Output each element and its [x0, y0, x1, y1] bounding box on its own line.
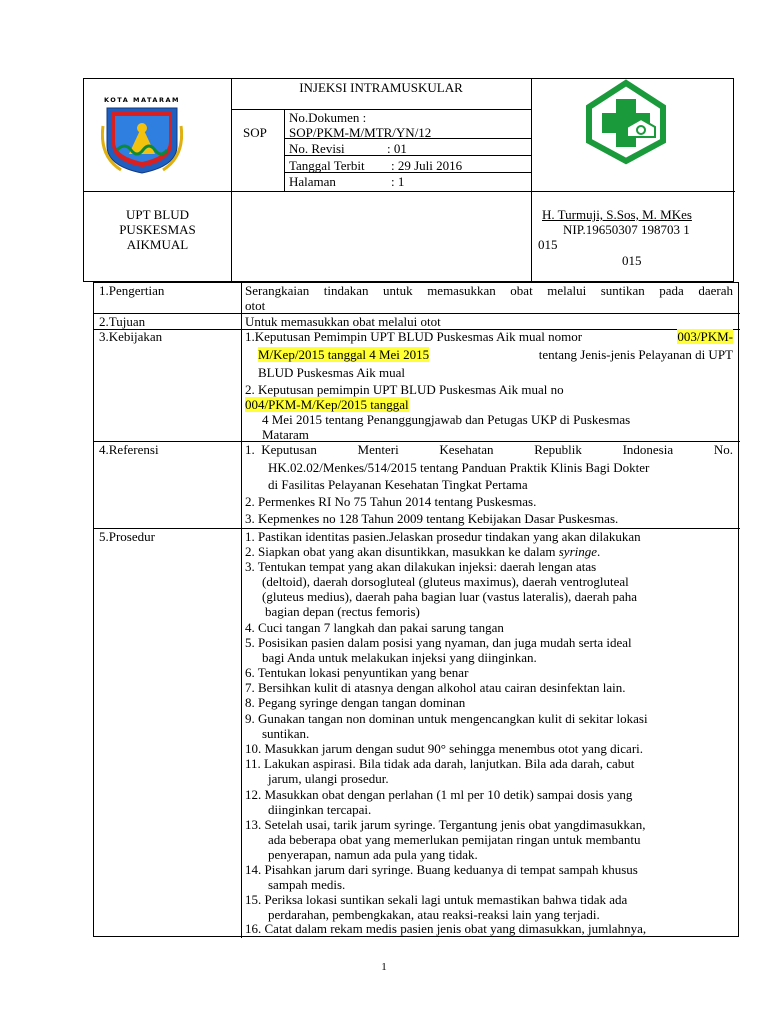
prosedur-line-1: 1. Pastikan identitas pasien.Jelaskan prosedur tindakan yang akan dilakukan: [245, 529, 641, 544]
kebijakan-policy-1-date: M/Kep/2015 tanggal 4 Mei 2015: [258, 347, 430, 362]
tanggal-terbit-value: : 29 Juli 2016: [391, 158, 463, 173]
prosedur-line-6: bagian depan (rectus femoris): [265, 604, 420, 619]
kebijakan-policy-1-text: 1.Keputusan Pemimpin UPT BLUD Puskesmas Aik mual nomor: [245, 329, 583, 344]
pengertian-line-2: otot: [245, 298, 266, 313]
halaman-value: : 1: [391, 174, 405, 189]
prosedur-line-14: suntikan.: [262, 726, 310, 741]
prosedur-line-5: (gluteus medius), daerah paha bagian luar (vastus lateralis), daerah paha: [262, 589, 638, 604]
prosedur-line-26: perdarahan, pembengkakan, atau reaksi-reaksi lain yang terjadi.: [268, 907, 600, 922]
section-label-tujuan: 2.Tujuan: [99, 314, 146, 329]
prosedur-line-25: 15. Periksa lokasi suntikan sekali lagi untuk memastikan bahwa tidak ada: [245, 892, 628, 907]
kebijakan-line-6: 4 Mei 2015 tentang Penanggungjawab dan Petugas UKP di Puskesmas: [262, 412, 631, 427]
kebijakan-line-4: 2. Keputusan pemimpin UPT BLUD Puskesmas Aik mual no: [245, 382, 564, 397]
prosedur-line-13: 9. Gunakan tangan non dominan untuk mengencangkan kulit di sekitar lokasi: [245, 711, 648, 726]
prosedur-line-24: sampah medis.: [268, 877, 346, 892]
prosedur-line-16: 11. Lakukan aspirasi. Bila tidak ada darah, lanjutkan. Bila ada darah, cabut: [245, 756, 635, 771]
prosedur-line-3: 3. Tentukan tempat yang akan dilakukan injeksi: daerah lengan atas: [245, 559, 597, 574]
page-number: 1: [381, 961, 387, 973]
kebijakan-line-7: Mataram: [262, 427, 309, 442]
logo-city-label: KOTA MATARAM: [104, 96, 180, 104]
puskesmas-logo: [583, 79, 669, 165]
prosedur-line-12: 8. Pegang syringe dengan tangan dominan: [245, 695, 466, 710]
no-revisi-value: : 01: [387, 141, 407, 156]
prosedur-line-10: 6. Tentukan lokasi penyuntikan yang benar: [245, 665, 469, 680]
referensi-line-2: HK.02.02/Menkes/514/2015 tentang Panduan Praktik Klinis Bagi Dokter: [268, 460, 650, 475]
referensi-line-3: di Fasilitas Pelayanan Kesehatan Tingkat Pertama: [268, 477, 528, 492]
puskesmas-cross-icon: [583, 79, 669, 165]
halaman-label: Halaman: [289, 174, 336, 189]
section-label-kebijakan: 3.Kebijakan: [99, 329, 163, 344]
pengertian-line-1: Serangkaian tindakan untuk memasukkan obat melalui suntikan pada daerah: [245, 283, 733, 298]
signer-nip-cont-2: 015: [622, 253, 642, 268]
org-line-3: AIKMUAL: [126, 237, 189, 252]
section-label-referensi: 4.Referensi: [99, 442, 159, 457]
prosedur-line-19: diinginkan tercapai.: [268, 802, 372, 817]
section-label-prosedur: 5.Prosedur: [99, 529, 155, 544]
prosedur-line-21: ada beberapa obat yang memerlukan pemijatan ringan untuk membantu: [268, 832, 641, 847]
prosedur-line-23: 14. Pisahkan jarum dari syringe. Buang keduanya di tempat sampah khusus: [245, 862, 638, 877]
prosedur-line-9: bagi Anda untuk melakukan injeksi yang diinginkan.: [262, 650, 537, 665]
prosedur-line-20: 13. Setelah usai, tarik jarum syringe. Tergantung jenis obat yangdimasukkan,: [245, 817, 646, 832]
no-dokumen-value: SOP/PKM-M/MTR/YN/12: [289, 125, 432, 140]
prosedur-line-15: 10. Masukkan jarum dengan sudut 90° sehingga menembus otot yang dicari.: [245, 741, 644, 756]
prosedur-line-4: (deltoid), daerah dorsogluteal (gluteus maximus), daerah ventrogluteal: [262, 574, 629, 589]
prosedur-line-11: 7. Bersihkan kulit di atasnya dengan alkohol atau cairan desinfektan lain.: [245, 680, 626, 695]
referensi-line-5: 3. Kepmenkes no 128 Tahun 2009 tentang Kebijakan Dasar Puskesmas.: [245, 511, 619, 526]
prosedur-line-22: penyerapan, namun ada pula yang tidak.: [268, 847, 478, 862]
tanggal-terbit-label: Tanggal Terbit: [289, 158, 365, 173]
sop-label: SOP: [243, 125, 267, 140]
org-line-2: PUSKESMAS: [119, 222, 196, 237]
prosedur-line-17: jarum, ulangi prosedur.: [268, 771, 389, 786]
signer-nip: NIP.19650307 198703 1: [563, 222, 690, 237]
city-emblem-icon: [101, 106, 183, 174]
no-dokumen-label: No.Dokumen :: [289, 110, 367, 125]
no-revisi-label: No. Revisi: [289, 141, 345, 156]
section-label-pengertian: 1.Pengertian: [99, 283, 165, 298]
referensi-line-1: 1. Keputusan Menteri Kesehatan Republik Indonesia No.: [245, 442, 733, 457]
prosedur-line-2: 2. Siapkan obat yang akan disuntikkan, masukkan ke dalam syringe.: [245, 544, 601, 559]
prosedur-line-27: 16. Catat dalam rekam medis pasien jenis obat yang dimasukkan, jumlahnya,: [245, 921, 647, 936]
kebijakan-policy-2-number: 004/PKM-M/Kep/2015 tanggal: [245, 397, 409, 412]
kebijakan-line-1: [245, 329, 733, 344]
prosedur-line-8: 5. Posisikan pasien dalam posisi yang nyaman, dan juga mudah serta ideal: [245, 635, 632, 650]
prosedur-line-7: 4. Cuci tangan 7 langkah dan pakai sarung tangan: [245, 620, 504, 635]
kebijakan-line-3: BLUD Puskesmas Aik mual: [258, 365, 405, 380]
signer-nip-cont: 015: [538, 237, 558, 252]
kebijakan-policy-1-number: 003/PKM-: [677, 329, 733, 344]
kota-mataram-logo: [101, 96, 183, 174]
signer-name: H. Turmuji, S.Sos, M. MKes: [542, 207, 692, 222]
tujuan-line-1: Untuk memasukkan obat melalui otot: [245, 314, 441, 329]
prosedur-line-18: 12. Masukkan obat dengan perlahan (1 ml per 10 detik) sampai dosis yang: [245, 787, 633, 802]
kebijakan-line-2: [258, 347, 733, 362]
org-line-1: UPT BLUD: [126, 207, 189, 222]
referensi-line-4: 2. Permenkes RI No 75 Tahun 2014 tentang Puskesmas.: [245, 494, 537, 509]
document-title: INJEKSI INTRAMUSKULAR: [299, 80, 463, 95]
kebijakan-policy-1-subject: tentang Jenis-jenis Pelayanan di UPT: [538, 347, 733, 362]
